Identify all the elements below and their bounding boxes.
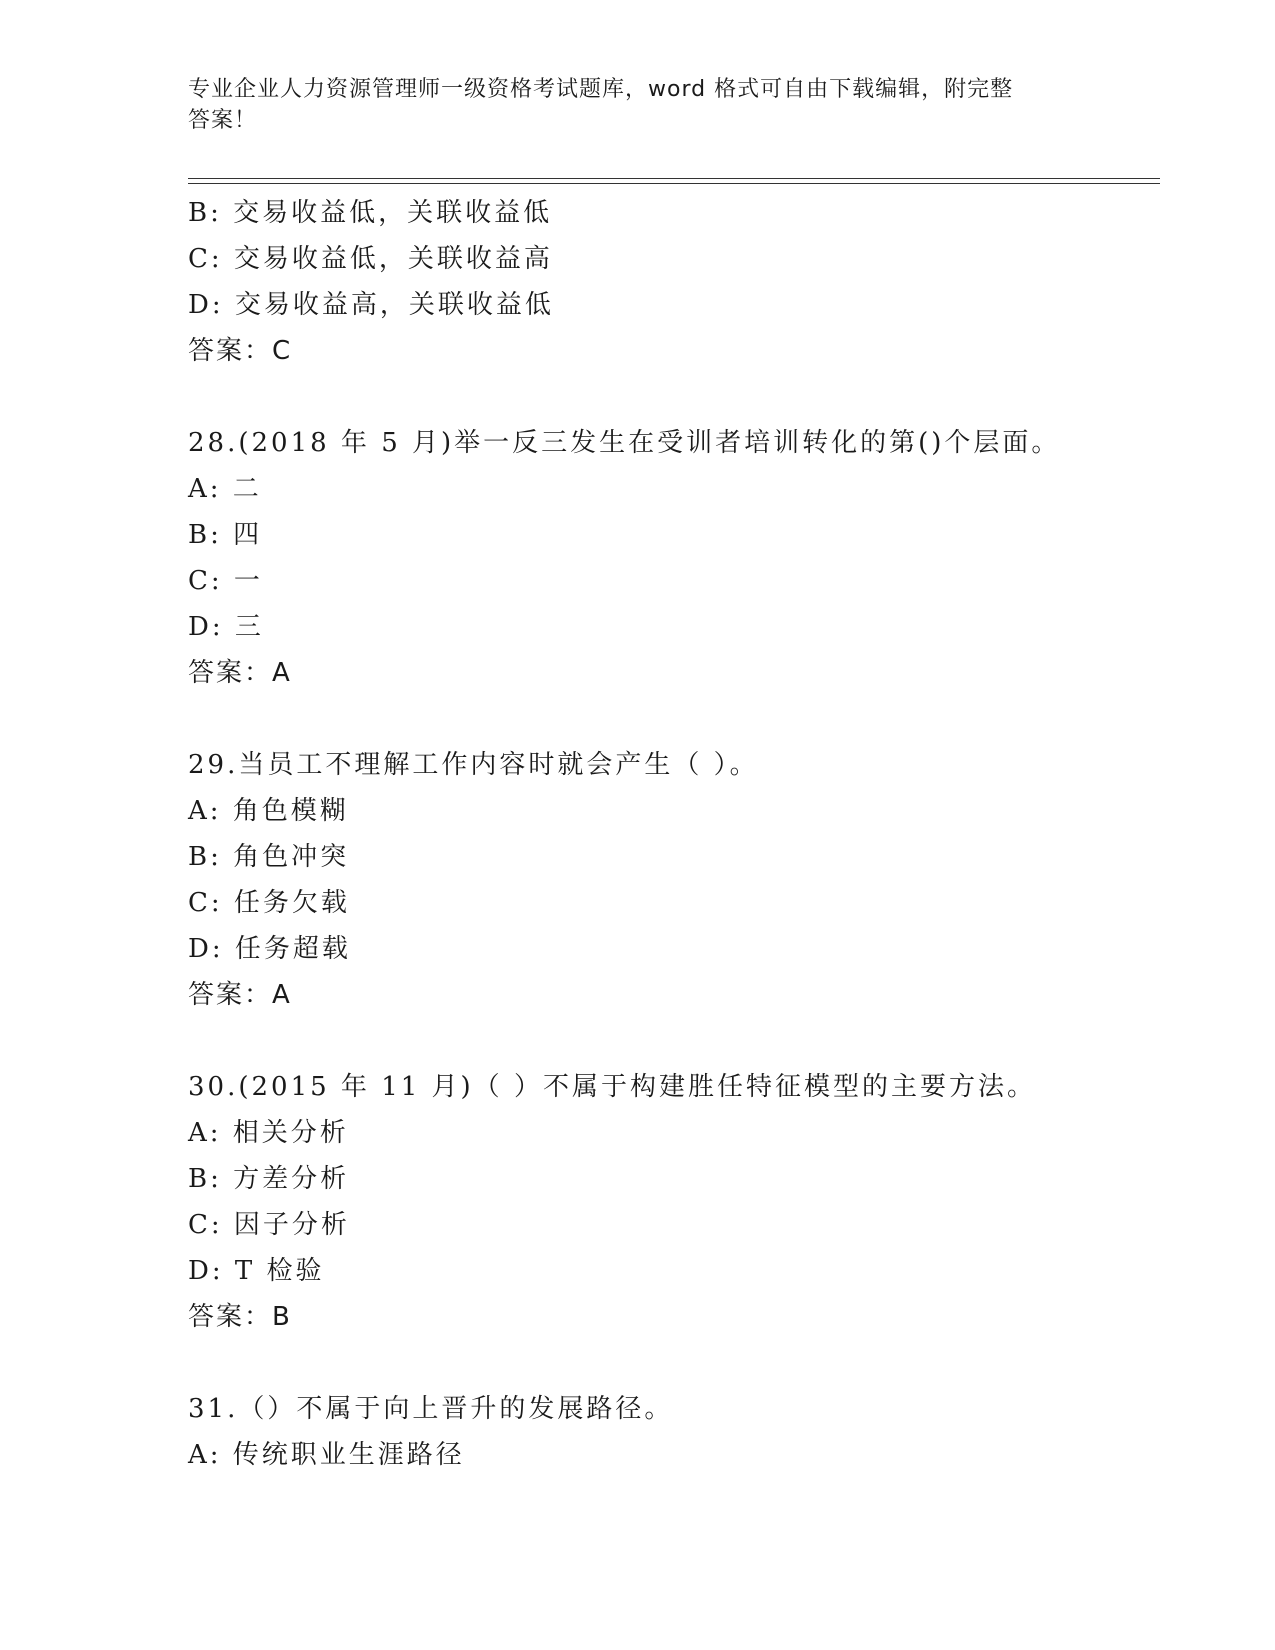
option-c: C: 因子分析 [188,1210,350,1240]
question-stem: 30.(2015 年 11 月)（ ）不属于构建胜任特征模型的主要方法。 [188,1072,1036,1102]
answer-line: 答案：A [188,658,292,688]
option-d: D: T 检验 [188,1256,325,1286]
page-header [188,74,1088,136]
option-c: C: 一 [188,566,263,596]
option-b: B: 四 [188,520,263,550]
option-d: D: 任务超载 [188,934,351,964]
spacer [188,696,1148,742]
option-a: A: 二 [188,474,262,504]
option-b: B: 角色冲突 [188,842,350,872]
question-stem: 31.（）不属于向上晋升的发展路径。 [188,1394,674,1424]
spacer [188,1340,1148,1386]
question-stem: 29.当员工不理解工作内容时就会产生（ ）。 [188,750,759,780]
question-stem: 28.(2018 年 5 月)举一反三发生在受训者培训转化的第()个层面。 [188,428,1061,458]
option-c: C: 交易收益低，关联收益高 [188,244,553,274]
option-a: A: 传统职业生涯路径 [188,1440,465,1470]
question-28 [188,420,1148,696]
option-a: A: 角色模糊 [188,796,349,826]
question-31 [188,1386,1148,1478]
question-29 [188,742,1148,1018]
question-27-continued [188,190,1148,374]
header-divider-bottom [188,183,1160,184]
spacer [188,1018,1148,1064]
option-b: B: 交易收益低，关联收益低 [188,198,553,228]
answer-line: 答案：C [188,336,293,366]
header-line-1: 专业企业人力资源管理师一级资格考试题库，word 格式可自由下载编辑，附完整 [188,77,1014,102]
answer-line: 答案：A [188,980,292,1010]
header-divider-top [188,178,1160,179]
option-c: C: 任务欠载 [188,888,350,918]
option-a: A: 相关分析 [188,1118,349,1148]
option-d: D: 三 [188,612,264,642]
spacer [188,374,1148,420]
question-30 [188,1064,1148,1340]
option-d: D: 交易收益高，关联收益低 [188,290,554,320]
header-line-2: 答案！ [188,108,258,133]
option-b: B: 方差分析 [188,1164,350,1194]
question-list [188,190,1148,1478]
answer-line: 答案：B [188,1302,292,1332]
